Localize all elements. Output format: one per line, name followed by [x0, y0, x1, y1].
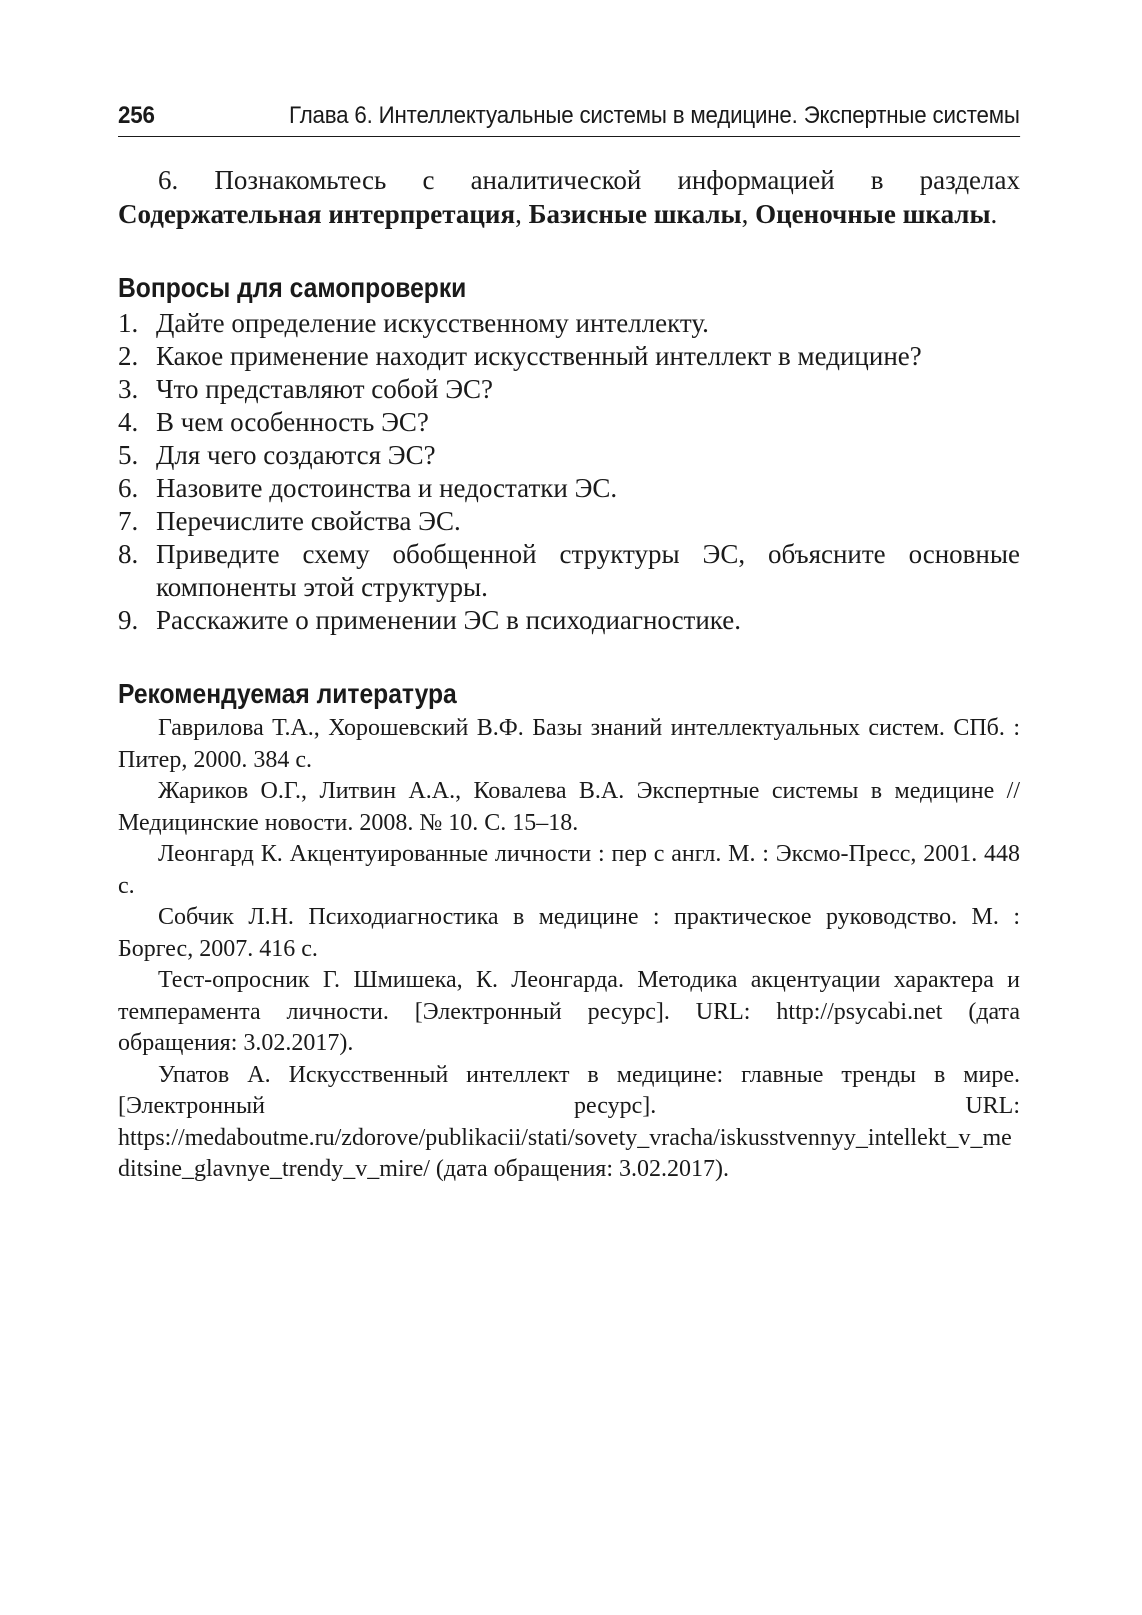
- task-section-1: Содержательная интерпретация: [118, 199, 516, 229]
- questions-list: [118, 307, 1020, 637]
- task-section-3: Оценочные шкалы: [755, 199, 991, 229]
- task-lead: 6. Познакомьтесь с аналитической информацией в разделах: [158, 165, 1020, 195]
- reference-entry: Собчик Л.Н. Психодиагностика в медицине : практическое руководство. М. : Боргес, 2007. 416 с.: [118, 904, 1020, 962]
- questions-heading: Вопросы для самопроверки: [118, 272, 467, 303]
- reference-entry: Леонгард К. Акцентуированные личности : пер с англ. М. : Эксмо-Пресс, 2001. 448 с.: [118, 841, 1020, 899]
- references-list: [118, 713, 1020, 1186]
- list-item: 4. В чем особенность ЭС?: [118, 407, 429, 437]
- reference-entry: Тест-опросник Г. Шмишека, К. Леонгарда. Методика акцентуации характера и темперамента личности. [Электронный ресурс]. URL: http://psycabi.net (дата обращения: 3.02.2017).: [118, 967, 1020, 1056]
- reference-entry: Жариков О.Г., Литвин А.А., Ковалева В.А. Экспертные системы в медицине // Медицинские новости. 2008. № 10. С. 15–18.: [118, 778, 1020, 836]
- book-page: [118, 100, 1020, 1186]
- list-item: 1. Дайте определение искусственному интеллекту.: [118, 308, 709, 338]
- list-item: 6. Назовите достоинства и недостатки ЭС.: [118, 473, 618, 503]
- list-item: 9. Расскажите о применении ЭС в психодиагностике.: [118, 605, 741, 635]
- list-item: 2. Какое применение находит искусственный интеллект в медицине?: [118, 341, 922, 371]
- task-paragraph: 6. Познакомьтесь с аналитической информацией в разделах Содержательная интерпретация, Базисные шкалы, Оценочные шкалы.: [118, 165, 1020, 229]
- running-title: Глава 6. Интеллектуальные системы в медицине. Экспертные системы: [289, 102, 1020, 129]
- list-item: 8. Приведите схему обобщенной структуры ЭС, объясните основные компоненты этой структуры.: [118, 539, 1020, 602]
- list-item: 7. Перечислите свойства ЭС.: [118, 506, 461, 536]
- list-item: 5. Для чего создаются ЭС?: [118, 440, 436, 470]
- task-section-2: Базисные шкалы: [528, 199, 742, 229]
- literature-heading: Рекомендуемая литература: [118, 678, 457, 709]
- page-number: 256: [118, 102, 155, 129]
- running-header: [118, 100, 1020, 137]
- reference-entry: Упатов А. Искусственный интеллект в медицине: главные тренды в мире. [Электронный ресурс]. URL: https://medaboutme.ru/zdorove/publikacii/stati/sovety_vracha/iskusstvennyy_intellekt_v_meditsine_glavnye_trendy_v_mire/ (дата обращения: 3.02.2017).: [118, 1061, 1020, 1182]
- reference-entry: Гаврилова Т.А., Хорошевский В.Ф. Базы знаний интеллектуальных систем. СПб. : Питер, 2000. 384 с.: [118, 715, 1020, 773]
- list-item: 3. Что представляют собой ЭС?: [118, 374, 494, 404]
